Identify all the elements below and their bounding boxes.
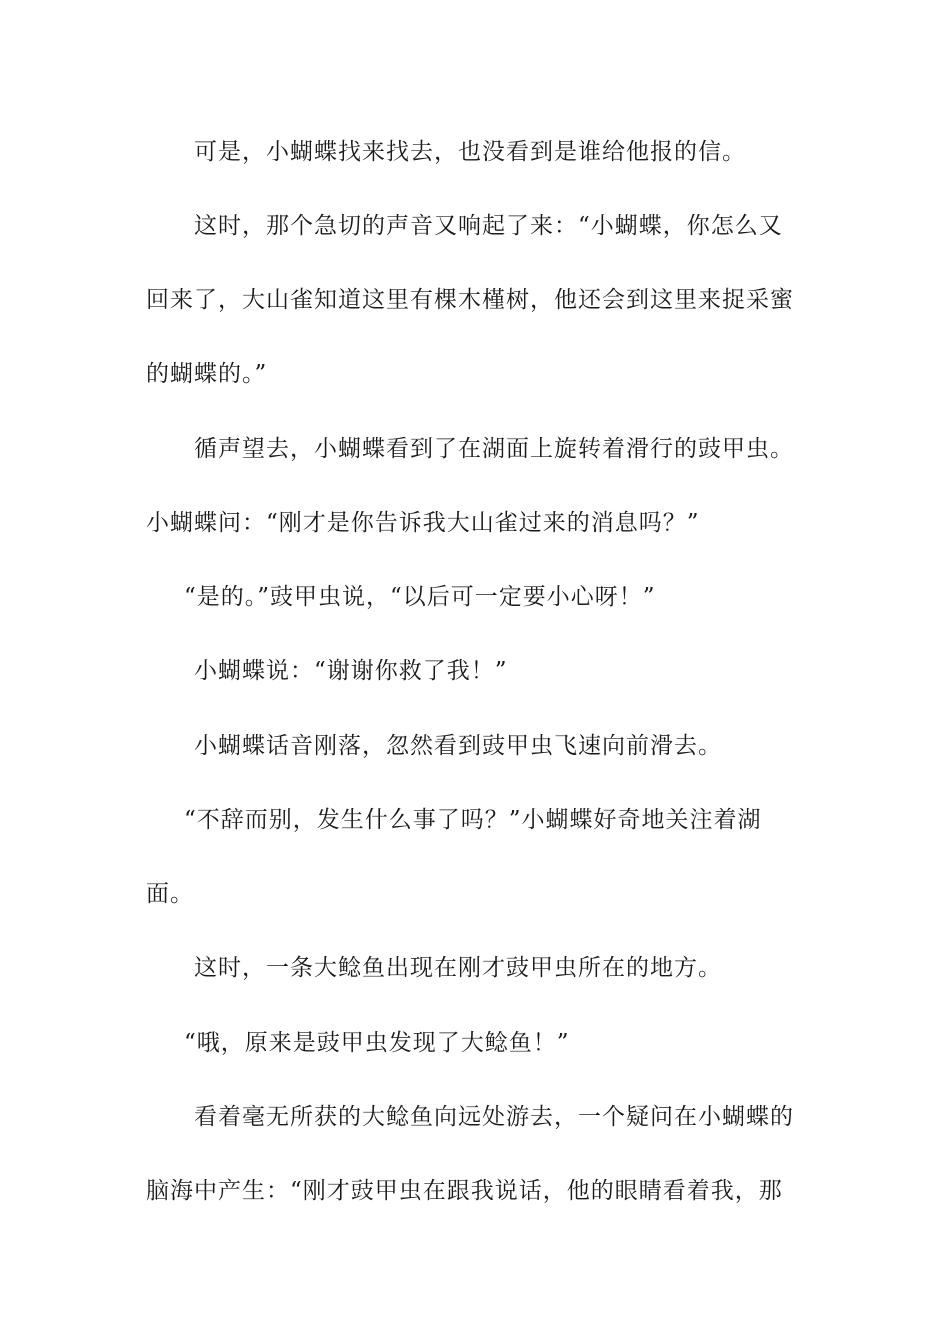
text-line: 小蝴蝶说：“谢谢你救了我！” [194, 658, 508, 684]
text-line: 这时，一条大鲶鱼出现在刚才豉甲虫所在的地方。 [194, 955, 722, 981]
text-line: 小蝴蝶话音刚落，忽然看到豉甲虫飞速向前滑去。 [194, 733, 722, 759]
text-line: 小蝴蝶问：“刚才是你告诉我大山雀过来的消息吗？” [146, 510, 700, 536]
text-line: “是的。”豉甲虫说，“以后可一定要小心呀！” [184, 584, 656, 610]
text-line: 这时，那个急切的声音又响起了来：“小蝴蝶，你怎么又 [194, 213, 783, 239]
text-line: 看着毫无所获的大鲶鱼向远处游去，一个疑问在小蝴蝶的 [194, 1104, 794, 1130]
text-line: 的蝴蝶的。” [146, 361, 268, 387]
text-line: 回来了，大山雀知道这里有棵木槿树，他还会到这里来捉采蜜 [146, 287, 794, 313]
text-line: 循声望去，小蝴蝶看到了在湖面上旋转着滑行的豉甲虫。 [194, 436, 794, 462]
text-line: “不辞而别，发生什么事了吗？”小蝴蝶好奇地关注着湖 [184, 807, 762, 833]
text-line: “哦，原来是豉甲虫发现了大鲶鱼！” [184, 1030, 570, 1056]
text-line: 面。 [146, 881, 194, 907]
text-line: 脑海中产生：“刚才豉甲虫在跟我说话，他的眼睛看着我，那 [146, 1178, 783, 1204]
text-line: 可是，小蝴蝶找来找去，也没看到是谁给他报的信。 [194, 139, 746, 165]
